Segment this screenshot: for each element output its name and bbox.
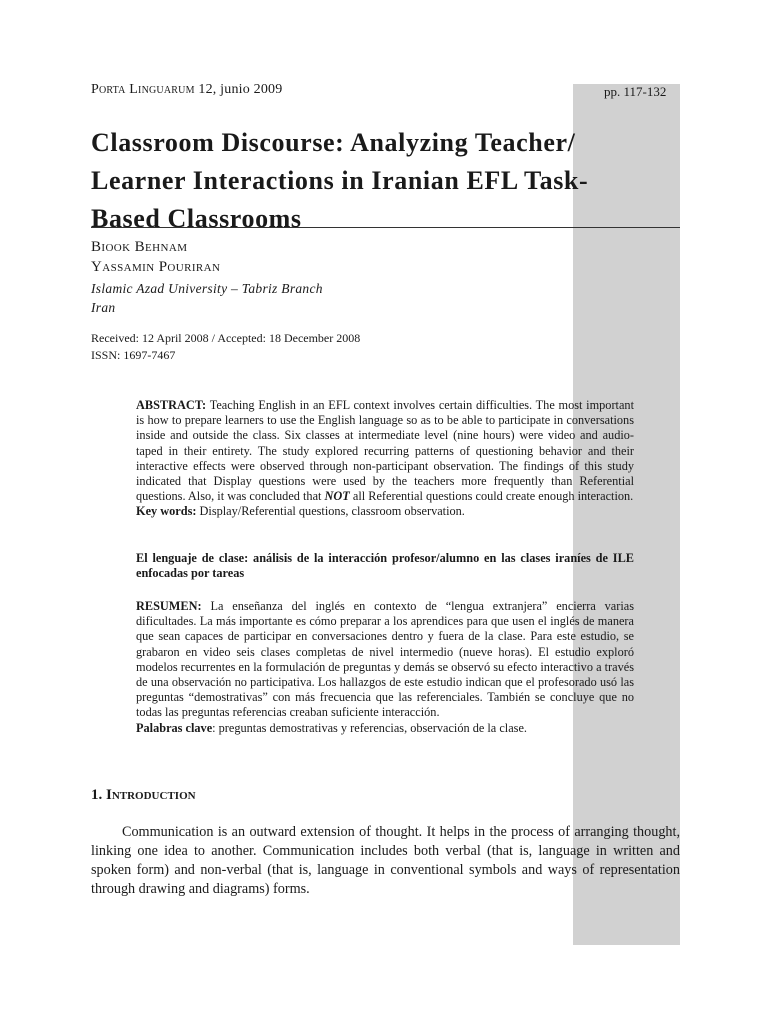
paper-title: Classroom Discourse: Analyzing Teacher/ Learner Interactions in Iranian EFL Task-Based Classrooms [91,128,589,233]
title-divider [91,227,680,228]
abstract-text-end: all Referential questions could create enough interaction. [352,489,634,504]
section-heading [91,787,196,804]
abstract [136,398,634,520]
affiliation-country: Iran [91,300,116,315]
running-header [91,82,282,98]
journal-issue: 12, junio 2009 [198,82,283,97]
resumen [136,599,634,736]
spanish-title: El lenguaje de clase: análisis de la interacción profesor/alumno en las clases iraníes de ILE enfocadas por tareas [136,551,634,581]
resumen-text: La enseñanza del inglés en contexto de “lengua extranjera” encierra varias dificultades. La más importante es cómo preparar a los aprendices para que usen el inglés de manera que sean capaces de participar en conversaciones dentro y fuera de la clase. Para este estudio, se grabaron en video seis clases completas de nivel intermedio (nueve horas). El estudio exploró modelos recurrentes en la formulación de preguntas y demás se observó su efecto interactivo a través de una observación no participativa. Los hallazgos de este estudio indican que el profesorado usó las preguntas “demostrativas” con más frecuencia que las referenciales. También se concluye que no todas las preguntas referencias creaban suficiente interacción. [136,599,634,720]
palabras-clave-text: : preguntas demostrativas y referencias, observación de la clase. [212,720,527,735]
abstract-label: ABSTRACT: [136,398,207,412]
palabras-clave-label: Palabras clave [136,720,213,735]
received-accepted-dates: Received: 12 April 2008 / Accepted: 18 December 2008 [91,331,361,345]
abstract-text: Teaching English in an EFL context involves certain difficulties. The most important is how to prepare learners to use the English language so as to be able to participate in conversations inside and outside the class. Six classes at intermediate level (nine hours) were video and audio-taped in their entirety. The study explored recurring patterns of questioning behavior and their interactive effects were observed through non-participant observation. The findings of this study indicated that Display questions were used by the teachers more frequently than Referential questions. Also, it was concluded that [136,398,634,504]
author-2: Yassamin Pouriran [91,259,221,275]
intro-paragraph: Communication is an outward extension of thought. It helps in the process of arranging thought, linking one idea to another. Communication includes both verbal (that is, language in written and spoken form) and non-verbal (that is, language in conventional symbols and ways of representation through drawing and diagrams) forms. [91,824,680,897]
keywords-label: Key words: [136,504,197,519]
issn: ISSN: 1697-7467 [91,348,176,362]
section-number: 1. [91,787,103,803]
page-range: pp. 117-132 [604,84,667,99]
author-1: Biook Behnam [91,239,188,255]
affiliation-institution: Islamic Azad University – Tabriz Branch [91,281,323,296]
section-title: Introduction [106,787,196,803]
resumen-label: RESUMEN: [136,599,202,613]
abstract-emphasis: NOT [324,489,350,504]
journal-name: Porta Linguarum [91,82,195,97]
keywords-text: Display/Referential questions, classroom observation. [199,504,465,519]
